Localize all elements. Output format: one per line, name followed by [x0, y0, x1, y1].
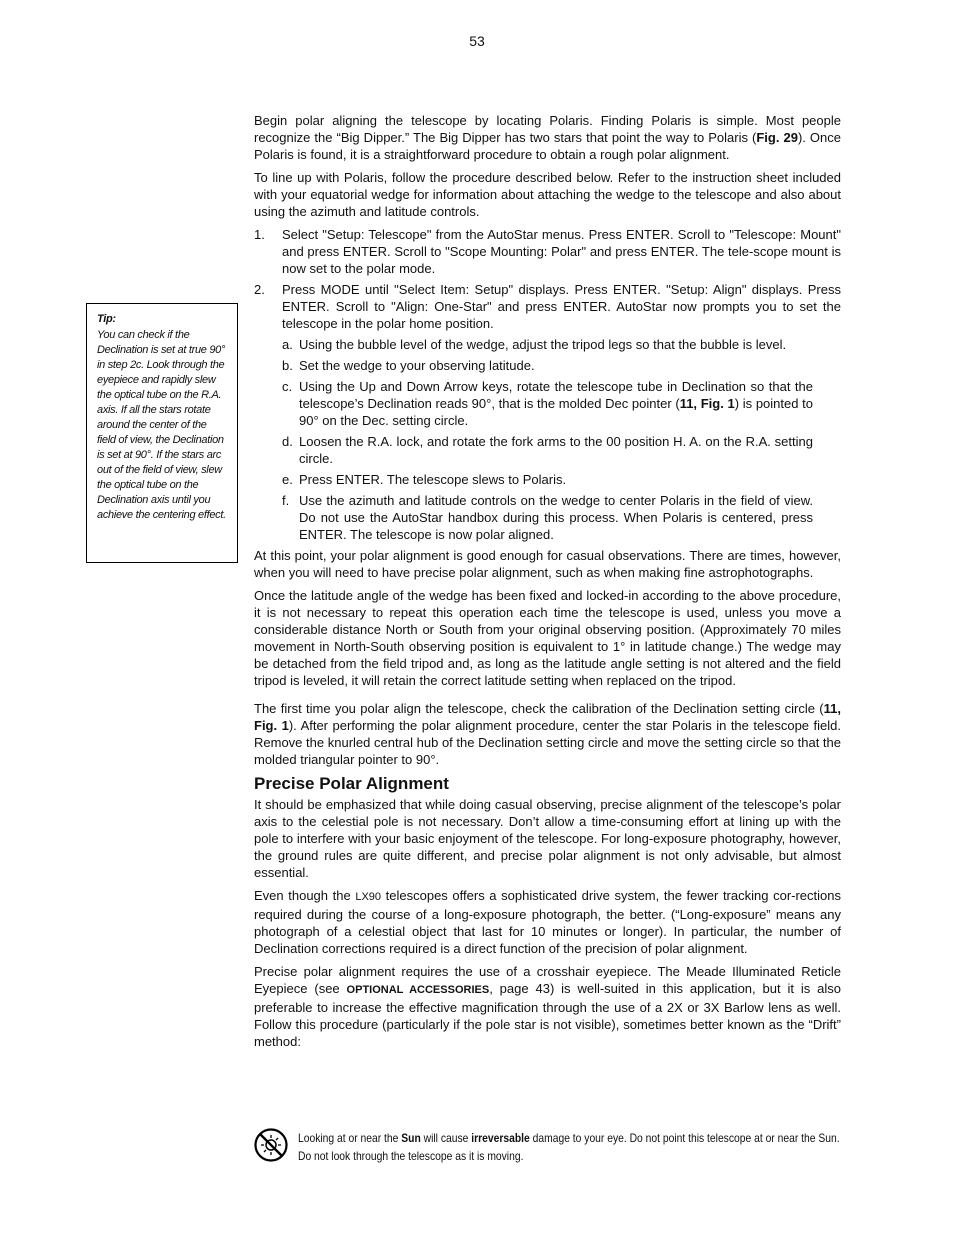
emphasis-irreversable: irreversable: [471, 1131, 530, 1145]
step-number: 1.: [254, 227, 265, 242]
emphasis-sun: Sun: [401, 1131, 421, 1145]
casual-alignment-paragraph: At this point, your polar alignment is good enough for casual observations. There are times, however, when you will need to have precise polar alignment, such as when making fine astrophotographs.: [254, 548, 841, 580]
figure-reference: Fig. 29: [756, 130, 798, 145]
figure-reference: 11, Fig. 1: [254, 701, 841, 733]
text-run: ). Once Polaris is found, it is a straightforward procedure to obtain a rough polar alignment.: [254, 130, 841, 162]
substep-text: Press ENTER. The telescope slews to Polaris.: [299, 472, 567, 487]
text-run: will cause: [420, 1131, 472, 1145]
substep-text: Use the azimuth and latitude controls on the wedge to center Polaris in the field of view. Do not use the AutoStar handbox during this process. When Polaris is centered, press ENTER. The telescope is now polar aligned.: [299, 493, 813, 542]
intro-paragraph: [254, 112, 841, 163]
text-run: Even though the: [254, 888, 356, 903]
no-sun-viewing-icon: [254, 1128, 288, 1162]
substep-letter: d.: [282, 434, 293, 449]
sun-warning: [254, 1128, 844, 1168]
step-item: [254, 226, 841, 277]
main-column: [254, 112, 841, 1056]
substeps-list: [282, 336, 841, 543]
step-text: Select "Setup: Telescope" from the AutoStar menus. Press ENTER. Scroll to "Telescope: Mount" and press ENTER. Scroll to "Scope Mounting: Polar" and press ENTER. The tele-scope mount is now set to the polar mode.: [282, 227, 841, 276]
precise-alignment-paragraph: It should be emphasized that while doing casual observing, precise alignment of the telescope’s polar axis to the celestial pole is not necessary. Don’t allow a time-consuming effort at lining up with the pole to interfere with your basic enjoyment of the telescope. For long-exposure photography, however, the ground rules are quite different, and precise polar alignment is not only advisable, but almost essential.: [254, 797, 841, 880]
text-run: telescopes offers a sophisticated drive system, the fewer tracking cor-rections required during the course of a long-exposure photograph, the better. (“Long-exposure” means any photograph of a celestial object that last for 10 minutes or longer). In particular, the number of Declination corrections required is a direct function of the precision of polar alignment.: [254, 888, 841, 956]
substep-letter: a.: [282, 337, 293, 352]
substep-item: [282, 378, 813, 429]
procedure-intro-paragraph: To line up with Polaris, follow the procedure described below. Refer to the instruction sheet included with your equatorial wedge for information about attaching the wedge to the telescope and also about using the azimuth and latitude controls.: [254, 170, 841, 219]
substep-item: [282, 471, 813, 488]
crosshair-paragraph: [254, 963, 841, 1050]
warning-text: [298, 1129, 848, 1165]
calibration-paragraph: [254, 700, 841, 768]
step-text: Press MODE until "Select Item: Setup" displays. Press ENTER. "Setup: Align" displays. Press ENTER. Scroll to "Align: One-Star" and press ENTER. AutoStar now prompts you to set the telescope in the polar home position.: [282, 282, 841, 331]
step-number: 2.: [254, 282, 265, 297]
text-run: , page 43) is well-suited in this application, but it is also preferable to increase the effective magnification through the use of a 2X or 3X Barlow lens as well. Follow this procedure (particularly if the pole star is not visible), sometimes better known as the “Drift” method:: [254, 981, 841, 1049]
substep-letter: f.: [282, 493, 290, 508]
substep-item: [282, 336, 813, 353]
substep-text: [299, 379, 813, 428]
text-run: Begin polar aligning the telescope by locating Polaris. Finding Polaris is simple. Most people recognize the “Big Dipper.” The Big Dipper has two stars that point the way to Polaris (: [254, 113, 841, 145]
substep-item: [282, 433, 813, 467]
section-reference: OPTIONAL ACCESSORIES: [346, 984, 490, 996]
figure-reference: 11, Fig. 1: [679, 396, 735, 411]
text-run: ). After performing the polar alignment procedure, center the star Polaris in the telescope field. Remove the knurled central hub of the Declination setting circle and move the setting circle so that the molded triangular pointer to 90°.: [254, 718, 841, 767]
tip-box: [86, 303, 238, 563]
substep-text: Loosen the R.A. lock, and rotate the fork arms to the 00 position H. A. on the R.A. setting circle.: [299, 434, 813, 466]
substep-letter: c.: [282, 379, 293, 394]
tip-title: Tip:: [97, 313, 116, 325]
text-run: damage to your eye. Do not point this telescope at or near the Sun. Do not look through the telescope as it is moving.: [298, 1131, 840, 1163]
latitude-paragraph: Once the latitude angle of the wedge has been fixed and locked-in according to the above procedure, it is not necessary to repeat this operation each time the telescope is used, unless you move a considerable distance North or South from your original observing position. (Approximately 70 miles movement in North-South observing position is equivalent to 1° in latitude change.) The wedge may be detached from the field tripod and, as long as the latitude angle setting is not altered and the field tripod is leveled, it will retain the correct latitude setting when replaced on the tripod.: [254, 588, 841, 688]
tip-body: You can check if the Declination is set at true 90° in step 2c. Look through the eyepiece and rapidly slew the optical tube on the R.A. axis. If all the stars rotate around the center of the field of view, the Declination is set at 90°. If the stars arc out of the field of view, slew the optical tube on the Declination axis until you achieve the centering effect.: [97, 329, 226, 521]
substep-item: [282, 357, 813, 374]
text-run: Looking at or near the: [298, 1131, 402, 1145]
substep-text: Using the bubble level of the wedge, adjust the tripod legs so that the bubble is level.: [299, 337, 787, 352]
step-item: [254, 281, 841, 543]
drive-system-paragraph: [254, 887, 841, 957]
text-run: Using the Up and Down Arrow keys, rotate the telescope tube in Declination so that the telescope’s Declination reads 90°, that is the molded Dec pointer (: [299, 379, 813, 411]
text-run: Precise polar alignment requires the use of a crosshair eyepiece. The Meade Illuminated Reticle Eyepiece (see: [254, 964, 841, 996]
substep-letter: b.: [282, 358, 293, 373]
page-number: 53: [469, 33, 485, 49]
substep-letter: e.: [282, 472, 293, 487]
model-name: LX90: [355, 891, 382, 903]
text-run: ) is pointed to 90° on the Dec. setting circle.: [299, 396, 813, 428]
substep-text: Set the wedge to your observing latitude.: [299, 358, 535, 373]
text-run: The first time you polar align the telescope, check the calibration of the Declination setting circle (: [254, 701, 824, 716]
substep-item: [282, 492, 813, 543]
steps-list: [254, 226, 841, 543]
section-heading: Precise Polar Alignment: [254, 774, 449, 793]
